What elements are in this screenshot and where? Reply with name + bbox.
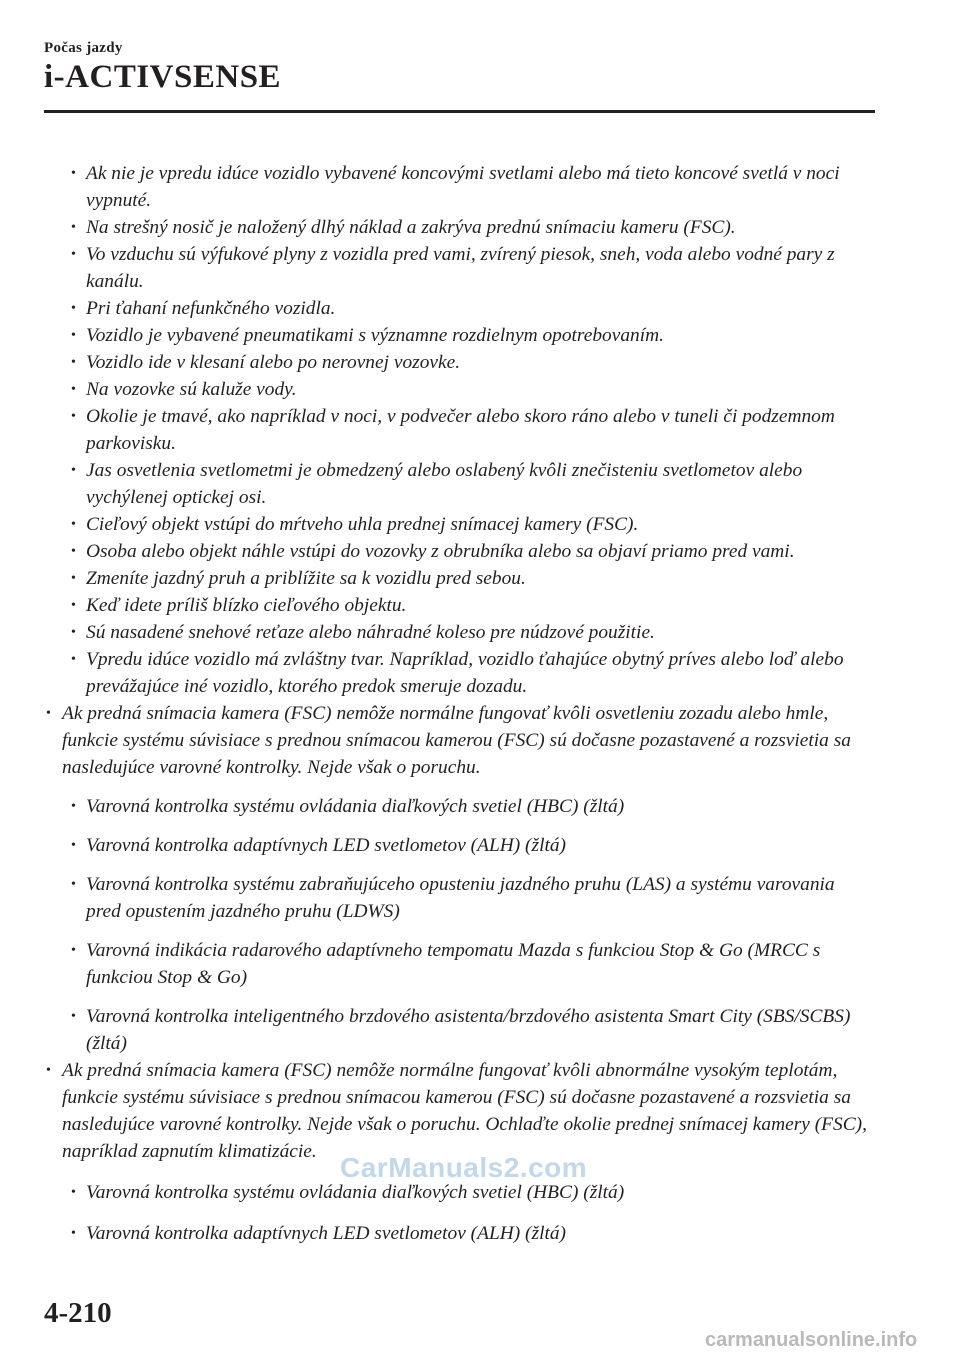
bullet-icon: • [71,598,76,613]
header-rule [44,110,875,113]
bullet-icon: • [71,166,76,181]
condition-text: Okolie je tmavé, ako napríklad v noci, v podvečer alebo skoro ráno alebo v tuneli či podzemnom parkovisku. [86,406,835,454]
condition-text: Sú nasadené snehové reťaze alebo náhradné koleso pre núdzové použitie. [86,622,655,643]
condition-item [44,376,874,403]
condition-text: Na vozovke sú kaluže vody. [86,379,297,400]
condition-item [44,214,874,241]
condition-text: Osoba alebo objekt náhle vstúpi do vozovky z obrubníka alebo sa objaví priamo pred vami. [86,541,795,562]
bullet-icon: • [71,652,76,667]
note-heat [44,1057,874,1165]
condition-text: Vpredu idúce vozidlo má zvláštny tvar. Napríklad, vozidlo ťahajúce obytný príves alebo loď alebo prevážajúce iné vozidlo, ktorého predok smeruje dozadu. [86,649,844,697]
condition-text: Zmeníte jazdný pruh a priblížite sa k vozidlu pred sebou. [86,568,526,589]
condition-item [44,241,874,295]
warning-light-item [44,871,874,925]
condition-item [44,592,874,619]
condition-text: Pri ťahaní nefunkčného vozidla. [86,298,336,319]
condition-text: Cieľový objekt vstúpi do mŕtveho uhla prednej snímacej kamery (FSC). [86,514,639,535]
warning-light-item [44,937,874,991]
warning-light-text: Varovná kontrolka adaptívnych LED svetlometov (ALH) (žltá) [86,1223,566,1244]
bullet-icon: • [71,571,76,586]
bullet-icon: • [71,943,76,958]
condition-item [44,295,874,322]
condition-text: Vo vzduchu sú výfukové plyny z vozidla pred vami, zvírený piesok, sneh, voda alebo vodné pary z kanálu. [86,244,835,292]
condition-text: Jas osvetlenia svetlometmi je obmedzený alebo oslabený kvôli znečisteniu svetlometov alebo vychýlenej optickej osi. [86,460,803,508]
bullet-icon: • [71,517,76,532]
bullet-icon: • [71,625,76,640]
bullet-icon: • [71,1185,76,1200]
bullet-icon: • [71,1009,76,1024]
condition-text: Ak nie je vpredu idúce vozidlo vybavené koncovými svetlami alebo má tieto koncové svetlá v noci vypnuté. [86,163,840,211]
page-header [44,40,281,96]
chapter-title: i-ACTIVSENSE [44,59,282,95]
warning-light-item [44,1220,874,1247]
bullet-icon: • [71,328,76,343]
warning-light-text: Varovná kontrolka systému zabraňujúceho opusteniu jazdného pruhu (LAS) a systému varovania pred opustením jazdného pruhu (LDWS) [86,874,835,922]
page-content [44,160,874,1247]
warning-light-item [44,832,874,859]
condition-item [44,322,874,349]
condition-item [44,403,874,457]
warning-light-text: Varovná kontrolka inteligentného brzdového asistenta/brzdového asistenta Smart City (SBS/SCBS) (žltá) [86,1006,851,1054]
warning-light-item [44,793,874,820]
warning-light-text: Varovná kontrolka adaptívnych LED svetlometov (ALH) (žltá) [86,835,566,856]
bullet-icon: • [71,301,76,316]
footer-url: carmanualsonline.info [705,1329,918,1351]
bullet-icon: • [71,838,76,853]
bullet-icon: • [71,355,76,370]
condition-text: Vozidlo ide v klesaní alebo po nerovnej vozovke. [86,352,461,373]
warning-light-text: Varovná indikácia radarového adaptívneho tempomatu Mazda s funkciou Stop & Go (MRCC s funkciou Stop & Go) [86,940,821,988]
condition-text: Na strešný nosič je naložený dlhý náklad a zakrýva prednú snímaciu kameru (FSC). [86,217,736,238]
note-backlight [44,700,874,781]
section-label: Počas jazdy [44,40,123,56]
bullet-icon: • [71,799,76,814]
bullet-icon: • [71,877,76,892]
watermark: CarManuals2.com [340,1152,588,1183]
bullet-icon: • [71,544,76,559]
condition-item [44,619,874,646]
condition-item [44,538,874,565]
condition-item [44,565,874,592]
bullet-icon: • [71,247,76,262]
warning-light-text: Varovná kontrolka systému ovládania diaľkových svetiel (HBC) (žltá) [86,796,625,817]
warning-light-text: Varovná kontrolka systému ovládania diaľkových svetiel (HBC) (žltá) [86,1182,625,1203]
condition-item [44,646,874,700]
warning-light-item [44,1003,874,1057]
note-text: Ak predná snímacia kamera (FSC) nemôže normálne fungovať kvôli abnormálne vysokým teplotám, funkcie systému súvisiace s prednou snímacou kamerou (FSC) sú dočasne pozastavené a rozsvietia sa nasledujúce varovné kontrolky. Nejde však o poruchu. Ochlaďte okolie prednej snímacej kamery (FSC), napríklad zapnutím klimatizácie. [62,1060,867,1162]
condition-text: Vozidlo je vybavené pneumatikami s významne rozdielnym opotrebovaním. [86,325,664,346]
bullet-icon: • [71,1226,76,1241]
note-text: Ak predná snímacia kamera (FSC) nemôže normálne fungovať kvôli osvetleniu zozadu alebo hmle, funkcie systému súvisiace s prednou snímacou kamerou (FSC) sú dočasne pozastavené a rozsvietia sa nasledujúce varovné kontrolky. Nejde však o poruchu. [62,703,851,778]
bullet-icon: • [71,220,76,235]
condition-item [44,511,874,538]
bullet-icon: • [46,1063,51,1078]
condition-item [44,160,874,214]
bullet-icon: • [71,382,76,397]
condition-item [44,457,874,511]
bullet-icon: • [46,706,51,721]
condition-text: Keď idete príliš blízko cieľového objektu. [86,595,407,616]
condition-item [44,349,874,376]
page-number: 4-210 [44,1297,112,1329]
bullet-icon: • [71,463,76,478]
bullet-icon: • [71,409,76,424]
